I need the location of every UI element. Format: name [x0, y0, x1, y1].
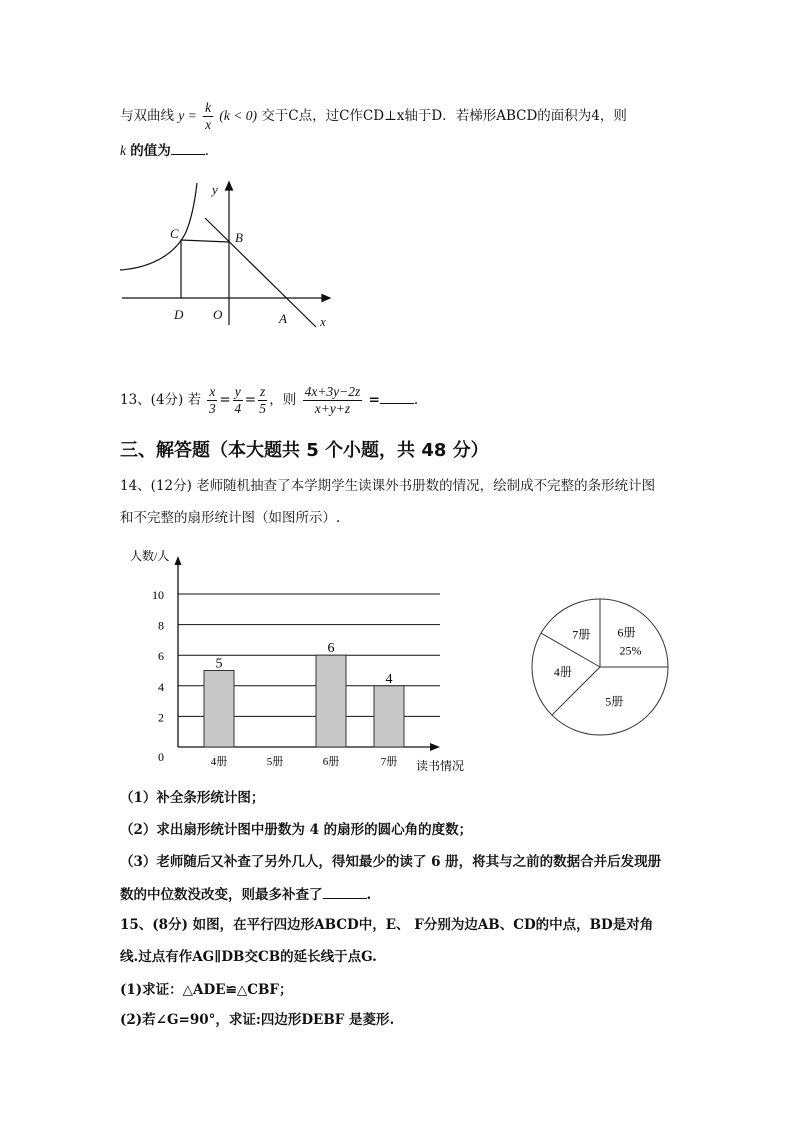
section-heading: 三、解答题（本大题共 5 个小题，共 48 分）: [120, 440, 489, 461]
label-b: B: [235, 230, 243, 245]
y-arrow-icon: [226, 182, 233, 190]
hyperbola-curve: [120, 183, 197, 270]
label-o: O: [213, 307, 223, 322]
frac-den: x+y+z: [314, 401, 351, 416]
q14-line1: 14、(12分) 老师随机抽查了本学期学生读课外书册数的情况，绘制成不完整的条形统计图: [120, 478, 656, 494]
bar-data-label: 4: [385, 671, 393, 687]
bar: [374, 686, 404, 747]
y-axis-label: 人数/人: [130, 549, 170, 563]
q14-sub3b-text: 数的中位数没改变，则最多补查了: [120, 887, 323, 903]
frac-num: y: [234, 384, 241, 399]
q13-line: 13、(4分) 若 $\frac{x}{3}$ = $\frac{y}{4}$ = $\frac{z}{5}$ ，则 $\frac{4x+3y-2z}{x+y+z}$ = .: [120, 384, 419, 416]
q14-sub3a: （3）老师随后又补查了另外几人，得知最少的读了 6 册，将其与之前的数据合并后发现册: [120, 854, 662, 870]
q12-period: .: [204, 143, 210, 159]
frac-z5: [258, 384, 267, 417]
bar-data-label: 6: [327, 641, 335, 657]
q12-k: k: [120, 143, 126, 158]
label-c: C: [170, 226, 179, 241]
frac-num: k: [205, 100, 212, 115]
q12-text2: 的值为: [130, 143, 171, 159]
frac-num: z: [260, 384, 266, 399]
q14-period: .: [366, 887, 372, 903]
pie-percent-label: 25%: [619, 643, 642, 658]
q13-prefix: 13、(4分) 若: [120, 392, 202, 408]
x-tick-label: 4册: [210, 756, 228, 768]
frac-den: 5: [259, 401, 267, 416]
label-y: y: [212, 182, 218, 197]
pie-slice-label: 4册: [553, 664, 572, 679]
q14-sub3b: [120, 884, 371, 905]
q12-cond: (k < 0): [219, 108, 257, 123]
label-a: A: [279, 311, 287, 326]
frac-y4: [233, 384, 243, 417]
y-tick-label: 10: [152, 588, 164, 602]
x-arrow-icon: [430, 743, 440, 751]
q13-period: .: [413, 392, 419, 408]
q15-line1: 15、(8分) 如图，在平行四边形ABCD中，E、 F分别为边AB、CD的中点，BD是对角: [120, 917, 654, 933]
frac-num: 4x+3y−2z: [304, 384, 361, 399]
answer-blank[interactable]: [323, 884, 367, 899]
frac-den: 3: [209, 401, 216, 416]
y-tick-label: 8: [158, 618, 164, 633]
x-tick-label: 7册: [380, 756, 398, 768]
frac-den: 4: [234, 401, 242, 416]
trapezoid-edges: [181, 240, 229, 298]
x-axis-label: 读书情况: [416, 759, 465, 773]
bar-data-label: 5: [215, 656, 223, 672]
q15-sub2: (2)若∠G=90°，求证:四边形DEBF 是菱形.: [120, 1012, 395, 1028]
bar: [316, 655, 346, 747]
bar: [204, 671, 234, 748]
y-tick-label: 4: [158, 679, 164, 694]
x-tick-label: 5册: [266, 756, 284, 768]
q12-text: 与双曲线: [120, 108, 174, 124]
answer-blank[interactable]: [380, 389, 414, 404]
q15-sub1: (1)求证：△ADE≌△CBF；: [120, 982, 293, 998]
q13-mid: ，则: [269, 392, 297, 408]
q12-eq: y =: [178, 108, 197, 123]
q14-line2: 和不完整的扇形统计图（如图所示）.: [120, 510, 341, 526]
pie-slice-label: 6册: [617, 625, 636, 640]
q12-figure: [0, 0, 794, 360]
q13-equals: =: [368, 392, 380, 408]
pie-slice-label: 5册: [605, 694, 624, 709]
label-x: x: [320, 314, 326, 329]
y-tick-label: 2: [158, 710, 164, 725]
q14-sub1: （1）补全条形统计图；: [120, 790, 265, 806]
frac-x3: [207, 384, 217, 417]
label-d: D: [174, 307, 184, 322]
frac-num: x: [209, 384, 216, 399]
frac-den: x: [205, 117, 212, 132]
pie-slice-label: 7册: [572, 627, 591, 642]
y-tick-label: 0: [158, 750, 164, 764]
y-arrow-icon: [175, 556, 182, 565]
q15-line2: 线.过点有作AG∥DB交CB的延长线于点G.: [120, 949, 377, 965]
y-tick-label: 6: [158, 649, 164, 664]
x-tick-label: 6册: [322, 756, 340, 768]
frac-expression: [303, 384, 363, 417]
q14-charts: [0, 540, 794, 780]
x-arrow-icon: [322, 295, 330, 302]
q14-sub2: （2）求出扇形统计图中册数为 4 的扇形的圆心角的度数；: [120, 822, 473, 838]
q12-text-post: 交于C点，过C作CD⊥x轴于D．若梯形ABCD的面积为4，则: [261, 108, 627, 124]
